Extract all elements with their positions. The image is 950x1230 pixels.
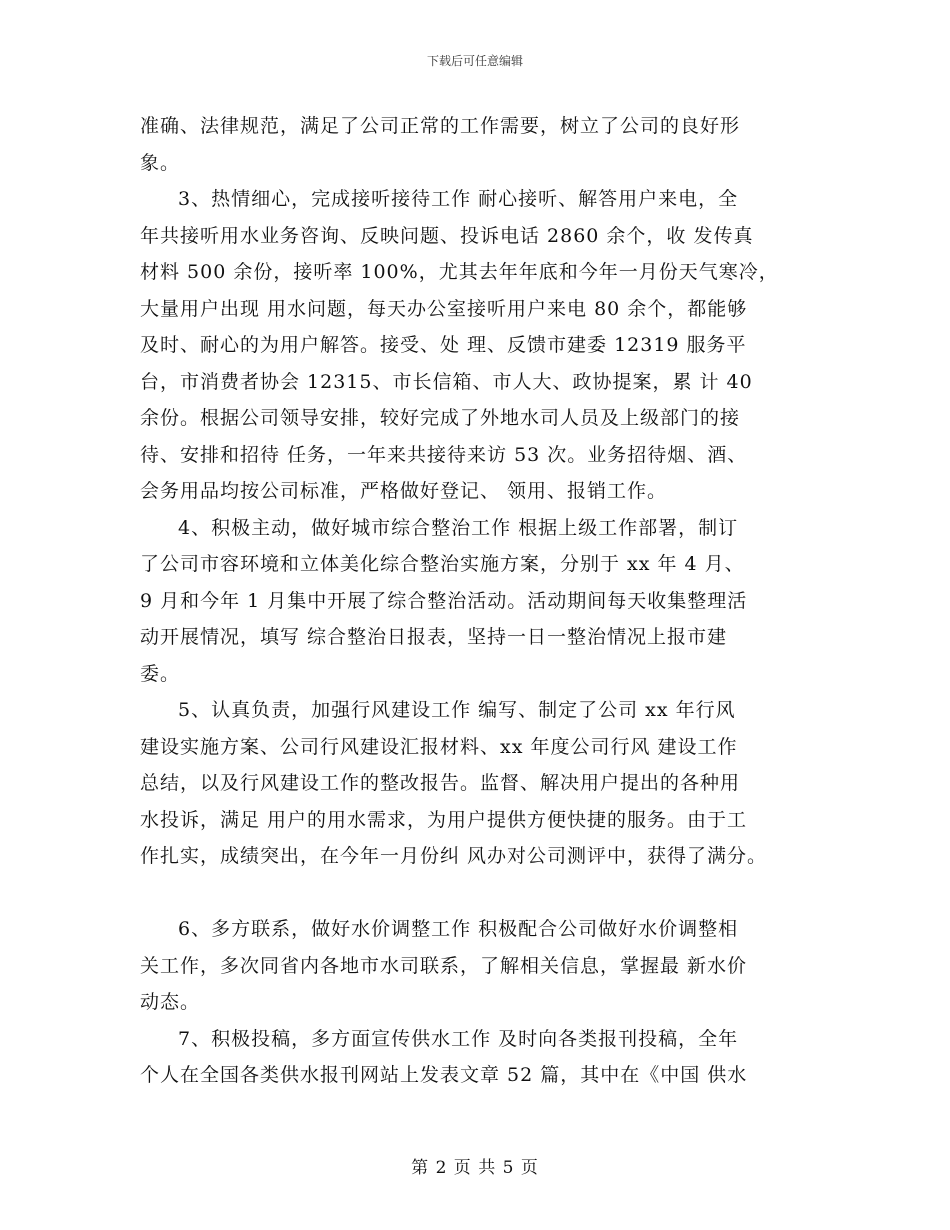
paragraph-spacer [140, 875, 830, 912]
text-line: 建设实施方案、公司行风建设汇报材料、xx 年度公司行风 建设工作 [140, 735, 738, 758]
text-line: 7、积极投稿，多方面宣传供水工作 及时向各类报刊投稿，全年 [178, 1027, 739, 1050]
text-line: 作扎实，成绩突出，在今年一月份纠 风办对公司测评中，获得了满分。 [140, 845, 768, 867]
text-line: 大量用户出现 用水问题，每天办公室接听用户来电 80 余个，都能够 [140, 297, 748, 320]
text-line: 动态。 [140, 991, 201, 1013]
text-line: 动开展情况，填写 综合整治日报表，坚持一日一整治情况上报市建 [140, 626, 728, 648]
text-line: 个人在全国各类供水报刊网站上发表文章 52 篇，其中在《中国 供水 [140, 1064, 748, 1086]
text-line: 及时、耐心的为用户解答。接受、处 理、反馈市建委 12319 服务平 [140, 334, 747, 356]
text-line: 准确、法律规范，满足了公司正常的工作需要，树立了公司的良好形 [140, 115, 741, 137]
text-line: 水投诉，满足 用户的用水需求，为用户提供方便快捷的服务。由于工 [140, 808, 748, 831]
document-body [140, 108, 830, 1094]
paragraph-item-3 [140, 181, 830, 510]
text-line: 9 月和今年 1 月集中开展了综合整治活动。活动期间每天收集整理活 [140, 589, 748, 612]
text-line: 材料 500 余份，接听率 100%，尤其去年年底和今年一月份天气寒冷， [140, 261, 779, 283]
page-header-note: 下载后可任意编辑 [426, 54, 523, 68]
text-line: 6、多方联系，做好水价调整工作 积极配合公司做好水价调整相 [178, 918, 739, 940]
text-line: 年共接听用水业务咨询、反映问题、投诉电话 2860 余个，收 发传真 [140, 224, 754, 247]
text-line: 总结，以及行风建设工作的整改报告。监督、解决用户提出的各种用 [140, 772, 741, 794]
paragraph-item-7 [140, 1021, 830, 1094]
text-line: 待、安排和招待 任务，一年来共接待来访 53 次。业务招待烟、酒、 [140, 443, 748, 466]
page-number: 第 2 页 共 5 页 [411, 1158, 539, 1178]
text-line: 关工作，多次同省内各地市水司联系，了解相关信息，掌握最 新水价 [140, 954, 748, 977]
text-line: 委。 [140, 662, 181, 685]
text-line: 会务用品均按公司标准，严格做好登记、 领用、报销工作。 [140, 480, 668, 502]
text-line: 台，市消费者协会 12315、市长信箱、市人大、政协提案，累 计 40 [140, 370, 753, 393]
paragraph-item-6 [140, 911, 830, 1021]
text-line: 5、认真负责，加强行风建设工作 编写、制定了公司 xx 年行风 [178, 699, 736, 721]
paragraph-item-5 [140, 692, 830, 875]
text-line: 余份。根据公司领导安排，较好完成了外地水司人员及上级部门的接 [140, 407, 741, 429]
paragraph-item-4 [140, 510, 830, 693]
text-line: 4、积极主动，做好城市综合整治工作 根据上级工作部署，制订 [178, 516, 739, 539]
paragraph [140, 108, 830, 181]
text-line: 象。 [140, 151, 181, 174]
text-line: 3、热情细心，完成接听接待工作 耐心接听、解答用户来电，全 [178, 188, 739, 210]
text-line: 了公司市容环境和立体美化综合整治实施方案，分别于 xx 年 4 月、 [140, 553, 745, 575]
